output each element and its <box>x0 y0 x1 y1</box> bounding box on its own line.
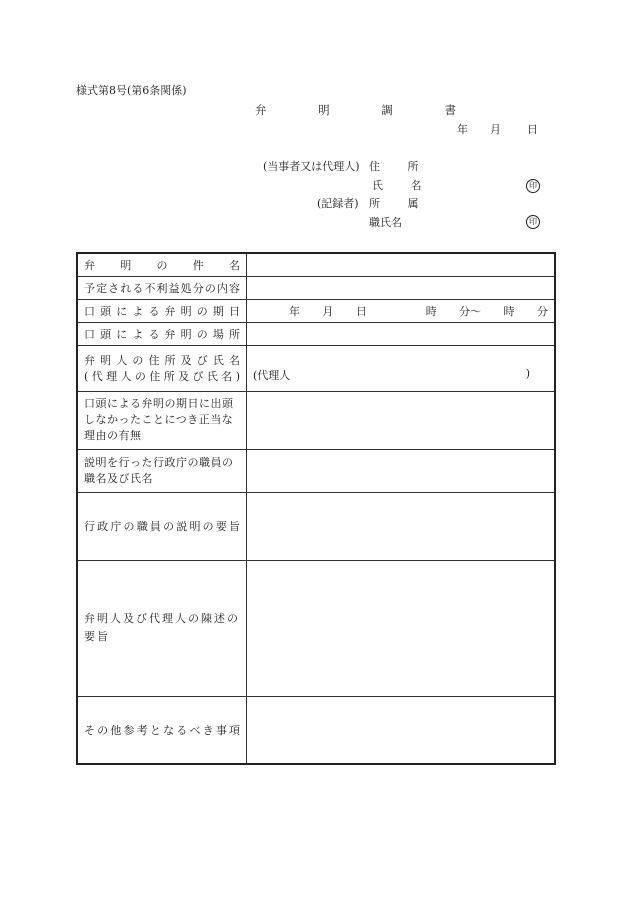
row-label-case-name: 弁明の件名 <box>77 253 247 276</box>
row-label-other-notes: その他参考となるべき事項 <box>77 696 247 764</box>
other-notes-field[interactable] <box>247 696 556 764</box>
table-row <box>77 492 555 560</box>
hearing-date-field[interactable] <box>247 299 556 322</box>
schedule-day: 日 <box>355 304 367 318</box>
agent-close-label: ) <box>525 367 530 380</box>
table-row <box>77 560 555 696</box>
recorder-name-label: 職氏名 <box>369 216 402 229</box>
absence-reason-field[interactable] <box>247 391 556 449</box>
row-label-respondent: 弁明人の住所及び氏名 (代理人の住所及び氏名) <box>77 345 247 391</box>
schedule-year: 年 <box>289 304 300 318</box>
agent-open-label: (代理人 <box>253 369 291 382</box>
table-row <box>77 322 555 345</box>
row-label-hearing-place: 口頭による弁明の場所 <box>77 322 247 345</box>
date-month-label: 月 <box>490 123 501 136</box>
table-row <box>77 449 555 492</box>
table-row <box>77 696 555 764</box>
recorder-role-label: (記録者) <box>317 197 359 210</box>
row-label-staff: 説明を行った行政庁の職員の職名及び氏名 <box>77 449 247 492</box>
date-year-label: 年 <box>457 123 468 136</box>
case-name-field[interactable] <box>247 253 556 276</box>
staff-field[interactable] <box>247 449 556 492</box>
date-day-label: 日 <box>527 123 538 136</box>
row-label-hearing-date: 口頭による弁明の期日 <box>77 299 247 322</box>
row-label-statement: 弁明人及び代理人の陳述の要旨 <box>77 560 247 696</box>
hearing-record-table <box>76 252 556 765</box>
statement-field[interactable] <box>247 560 556 696</box>
row-label-disposition: 予定される不利益処分の内容 <box>77 276 247 299</box>
schedule-month: 月 <box>322 304 334 318</box>
staff-explanation-field[interactable] <box>247 492 556 560</box>
schedule-minute-start: 分〜 <box>459 304 482 318</box>
document-title: 弁 明 調 書 <box>255 103 480 117</box>
seal-mark-party: 印 <box>526 179 540 193</box>
respondent-field[interactable] <box>247 345 556 391</box>
seal-mark-recorder: 印 <box>526 215 540 229</box>
party-name-label: 氏 名 <box>372 179 434 192</box>
table-row <box>77 391 555 449</box>
party-address-label: 住 所 <box>369 160 431 173</box>
table-row <box>77 299 555 322</box>
disposition-field[interactable] <box>247 276 556 299</box>
form-number: 様式第8号(第6条関係) <box>76 84 187 97</box>
table-row <box>77 253 555 276</box>
table-row <box>77 276 555 299</box>
table-row <box>77 345 555 391</box>
row-label-absence-reason: 口頭による弁明の期日に出頭しなかったことにつき正当な理由の有無 <box>77 391 247 449</box>
schedule-hour-end: 時 <box>503 304 515 318</box>
recorder-dept-label: 所 属 <box>369 197 431 210</box>
row-label-staff-explanation: 行政庁の職員の説明の要旨 <box>77 492 247 560</box>
schedule-minute-end: 分 <box>536 304 548 318</box>
schedule-hour-start: 時 <box>425 304 437 318</box>
hearing-place-field[interactable] <box>247 322 556 345</box>
party-role-label: (当事者又は代理人) <box>263 160 360 173</box>
